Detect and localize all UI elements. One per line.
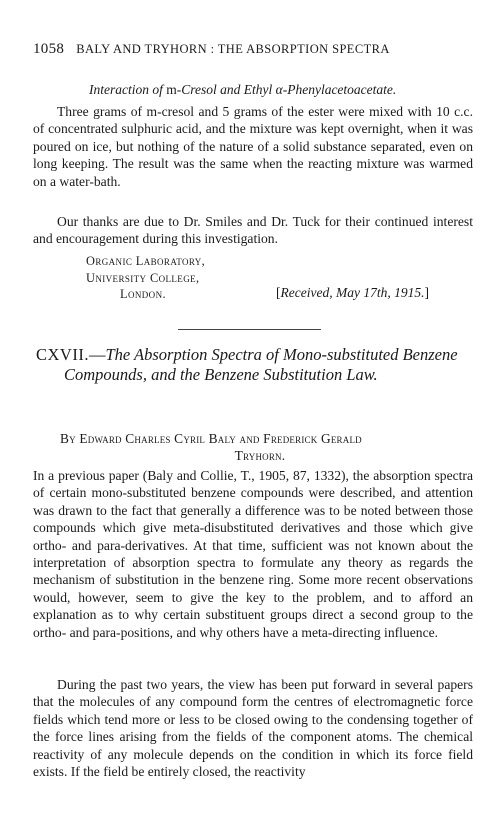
authors [60,430,460,464]
page-number: 1058 [33,41,65,57]
running-head: BALY AND TRYHORN : THE ABSORPTION SPECTRA [76,42,390,56]
article-title [36,345,500,384]
received-close-bracket: ] [424,285,429,300]
article-title-text: The Absorption Spectra of Mono-substituted Benzene Compounds, and the Benzene Substitution Law. [64,345,458,384]
affiliation-line-3: London. [120,287,166,302]
paragraph-acknowledgement: Our thanks are due to Dr. Smiles and Dr. Tuck for their continued interest and encouragement during this investigation. [33,214,473,247]
affiliation-line-1: Organic Laboratory, [86,254,206,268]
section-title-compound: m [166,82,177,97]
paragraph-force-fields: During the past two years, the view has been put forward in several papers that the molecules of any compound form the centres of electromagnetic force fields which tend more or less to be closed owing to the condensing together of the force lines arising from the fields of the component atoms. The chemical reactivity of any molecule depends on the condition in which its force field exists. If the field be entirely closed, the reactivity [33,677,473,780]
received-date [276,285,429,301]
section-title-prefix: Interaction of [89,82,167,97]
affiliation [86,253,205,303]
paragraph-introduction: In a previous paper (Baly and Collie, T., 1905, 87, 1332), the absorption spectra of certain mono-substituted benzene compounds were described, and attention was drawn to the fact that generally a difference was to be noted between those compounds which give meta-disubstituted derivatives and those which give ortho- and para-derivatives. At that time, sufficient was not known about the interpretation of absorption spectra to formulate any theory as regards the mechanism of substitution in the benzene ring. Some more recent observations would, however, seem to give the key to the problem, and to afford an explanation as to why certain substituent groups direct a second group to the ortho- and para-positions, and why others have a meta-directing influence. [33,468,473,640]
section-divider [178,329,321,330]
affiliation-line-2: University College, [86,270,200,285]
article-number: CXVII. [36,345,89,364]
received-text: Received, May 17th, 1915. [280,285,425,300]
paragraph-experiment: Three grams of m-cresol and 5 grams of the ester were mixed with 10 c.c. of concentrated sulphuric acid, and the mixture was kept overnight, when it was poured on ice, but nothing of the nature of a solid substance separated, even on long keeping. The result was the same when the reacting mixture was warmed on a water-bath. [33,104,473,189]
page-header [33,40,473,58]
authors-line-1: By Edward Charles Cyril Baly and Frederick Gerald [60,431,362,446]
authors-line-2: Tryhorn. [234,448,286,463]
section-title-rest: -Cresol and Ethyl α-Phenylacetoacetate. [176,82,397,97]
section-title [89,82,396,98]
article-title-dash: — [88,345,106,364]
received-open-bracket: [ [276,285,281,300]
